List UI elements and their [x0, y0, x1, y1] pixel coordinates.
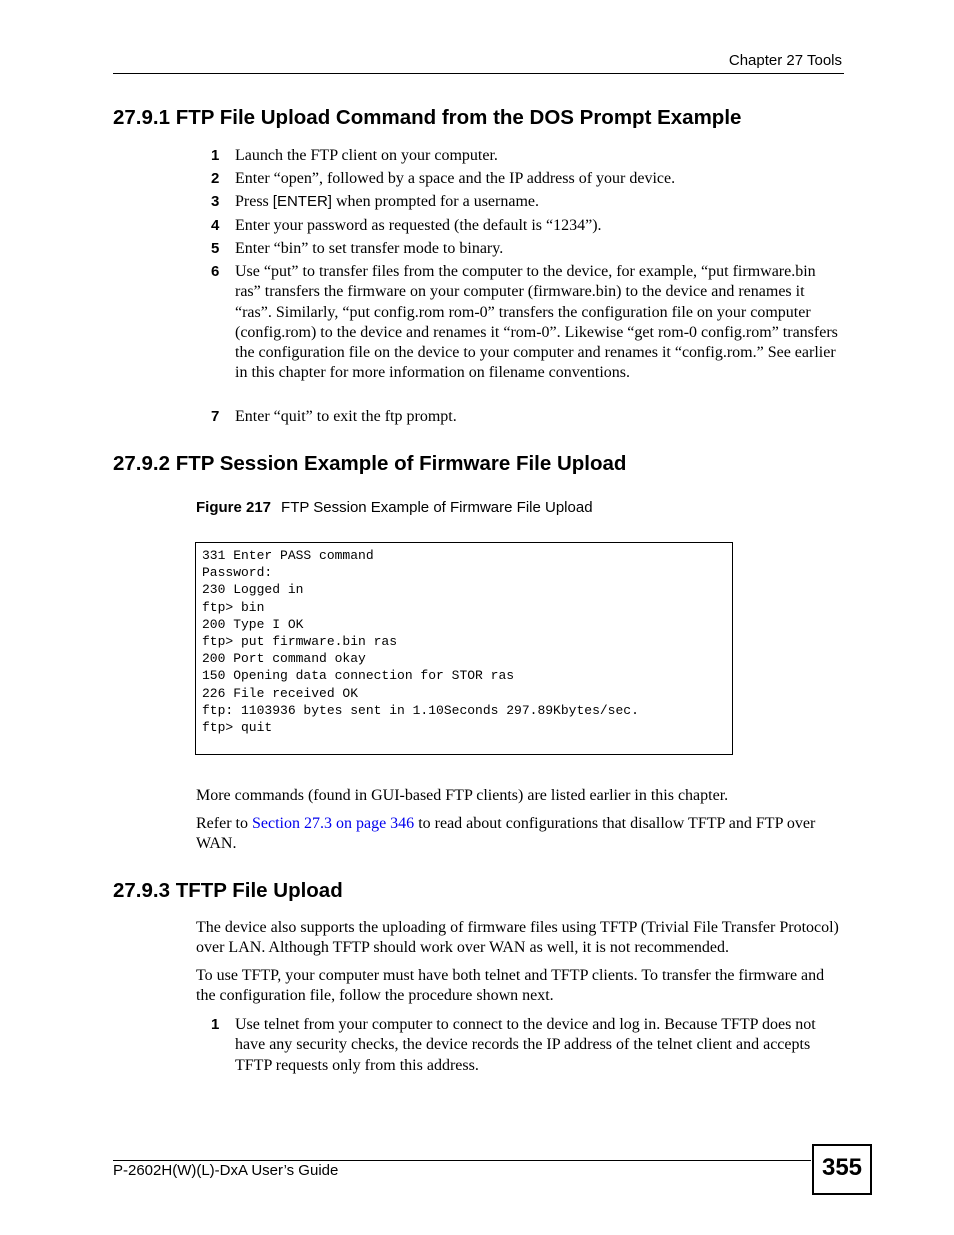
step-number: 7	[211, 408, 220, 425]
step-number: 2	[211, 170, 220, 187]
step-text-pre: Press	[235, 193, 273, 210]
step-number: 5	[211, 240, 220, 257]
refer-text-post: to read about configurations that disallow TFTP and FTP over WAN.	[196, 815, 816, 853]
list-item	[211, 169, 841, 189]
paragraph-tftp-intro: The device also supports the uploading of firmware files using TFTP (Trivial File Transfer Protocol) over LAN. Although TFTP should work over WAN as well, it is not recommended.	[196, 919, 839, 957]
step-number: 4	[211, 217, 220, 234]
list-item	[211, 407, 841, 427]
section-heading-27-9-1: 27.9.1 FTP File Upload Command from the DOS Prompt Example	[113, 106, 742, 129]
figure-label: Figure 217	[196, 499, 272, 516]
footer-divider	[113, 1160, 811, 1161]
code-lines: 331 Enter PASS command Password: 230 Logged in ftp> bin 200 Type I OK ftp> put firmware.bin ras 200 Port command okay 150 Opening data connection for STOR ras 226 File received OK ftp: 1103936 bytes sent in 1.10Seconds 297.89Kbytes/sec. ftp> quit	[202, 548, 639, 736]
step-text-post: when prompted for a username.	[331, 193, 540, 210]
step-number: 3	[211, 193, 220, 210]
step-text: Enter your password as requested (the default is “1234”).	[235, 217, 602, 234]
step-number: 6	[211, 263, 220, 280]
step-text: Enter “bin” to set transfer mode to binary.	[235, 240, 504, 257]
section-27-3-link[interactable]: Section 27.3 on page 346	[251, 815, 415, 832]
paragraph-refer	[196, 814, 841, 855]
list-item	[211, 1015, 841, 1076]
chapter-header: Chapter 27 Tools	[728, 52, 842, 69]
header-divider	[113, 73, 844, 74]
step-text: Use telnet from your computer to connect to the device and log in. Because TFTP does not have any security checks, the device records the IP address of the telnet client and accepts TFTP requests only from this address.	[235, 1016, 816, 1074]
step-text: Use “put” to transfer files from the computer to the device, for example, “put firmware.bin ras” transfers the firmware on your computer (firmware.bin) to the device and renames it “ras”. Similarly, “put config.rom rom-0” transfers the configuration file on your computer (config.rom) to the device and renames it “rom-0”. Likewise “get rom-0 config.rom” transfers the configuration file on the device to your computer and renames it “config.rom.” See earlier in this chapter for more information on filename conventions.	[235, 263, 838, 382]
section-heading-27-9-3: 27.9.3 TFTP File Upload	[113, 879, 343, 902]
step-text: Launch the FTP client on your computer.	[235, 147, 498, 164]
paragraph-more-commands: More commands (found in GUI-based FTP clients) are listed earlier in this chapter.	[196, 787, 729, 804]
enter-key-label: [ENTER]	[272, 193, 332, 210]
refer-text-pre: Refer to	[196, 815, 252, 832]
section-heading-27-9-2: 27.9.2 FTP Session Example of Firmware File Upload	[113, 452, 627, 475]
step-text: Enter “quit” to exit the ftp prompt.	[235, 408, 457, 425]
code-listing	[195, 542, 733, 755]
page-number: 355	[812, 1144, 872, 1195]
list-item	[211, 239, 841, 259]
step-text	[235, 192, 539, 212]
list-item	[211, 262, 841, 384]
step-text: Enter “open”, followed by a space and the IP address of your device.	[235, 170, 676, 187]
step-number: 1	[211, 1016, 220, 1033]
figure-caption	[196, 499, 593, 516]
step-number: 1	[211, 147, 220, 164]
list-item	[211, 192, 841, 212]
list-item	[211, 216, 841, 236]
paragraph-tftp-use: To use TFTP, your computer must have both telnet and TFTP clients. To transfer the firmware and the configuration file, follow the procedure shown next.	[196, 967, 825, 1005]
guide-title: P-2602H(W)(L)-DxA User’s Guide	[113, 1162, 339, 1179]
figure-title: FTP Session Example of Firmware File Upload	[281, 499, 593, 516]
list-item	[211, 146, 841, 166]
